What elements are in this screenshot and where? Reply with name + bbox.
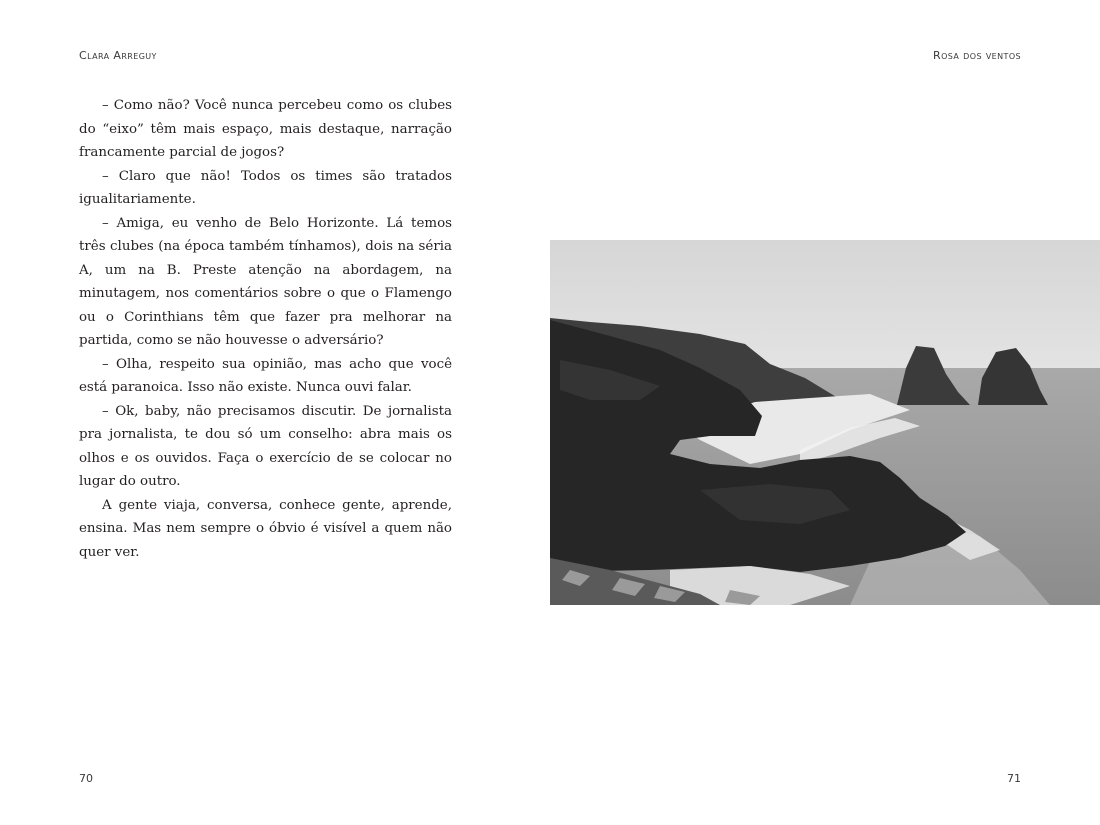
coastline-illustration xyxy=(550,240,1100,605)
running-head-title: Rosa dos ventos xyxy=(933,49,1021,62)
paragraph: – Olha, respeito sua opinião, mas acho que você está paranoica. Isso não existe. Nunca ouvi falar. xyxy=(79,356,452,395)
running-head-author: Clara Arreguy xyxy=(79,49,157,62)
paragraph: – Ok, baby, não precisamos discutir. De jornalista pra jornalista, te dou só um conselho: abra mais os olhos e os ouvidos. Faça o exercício de se colocar no lugar do outro. xyxy=(79,403,452,489)
body-text xyxy=(79,94,452,564)
paragraph: – Claro que não! Todos os times são tratados igualitariamente. xyxy=(79,168,452,207)
paragraph: A gente viaja, conversa, conhece gente, aprende, ensina. Mas nem sempre o óbvio é visível a quem não quer ver. xyxy=(79,497,452,560)
right-page xyxy=(550,0,1100,825)
paragraph: – Amiga, eu venho de Belo Horizonte. Lá temos três clubes (na época também tínhamos), dois na séria A, um na B. Preste atenção na abordagem, na minutagem, nos comentários sobre o que o Flamengo ou o Corinthians têm que fazer pra melhorar na partida, como se não houvesse o adversário? xyxy=(79,215,452,348)
page-number-right: 71 xyxy=(1007,772,1021,785)
page-number-left: 70 xyxy=(79,772,93,785)
coastline-photo xyxy=(550,240,1100,605)
paragraph: – Como não? Você nunca percebeu como os clubes do “eixo” têm mais espaço, mais destaque, narração francamente parcial de jogos? xyxy=(79,98,452,160)
